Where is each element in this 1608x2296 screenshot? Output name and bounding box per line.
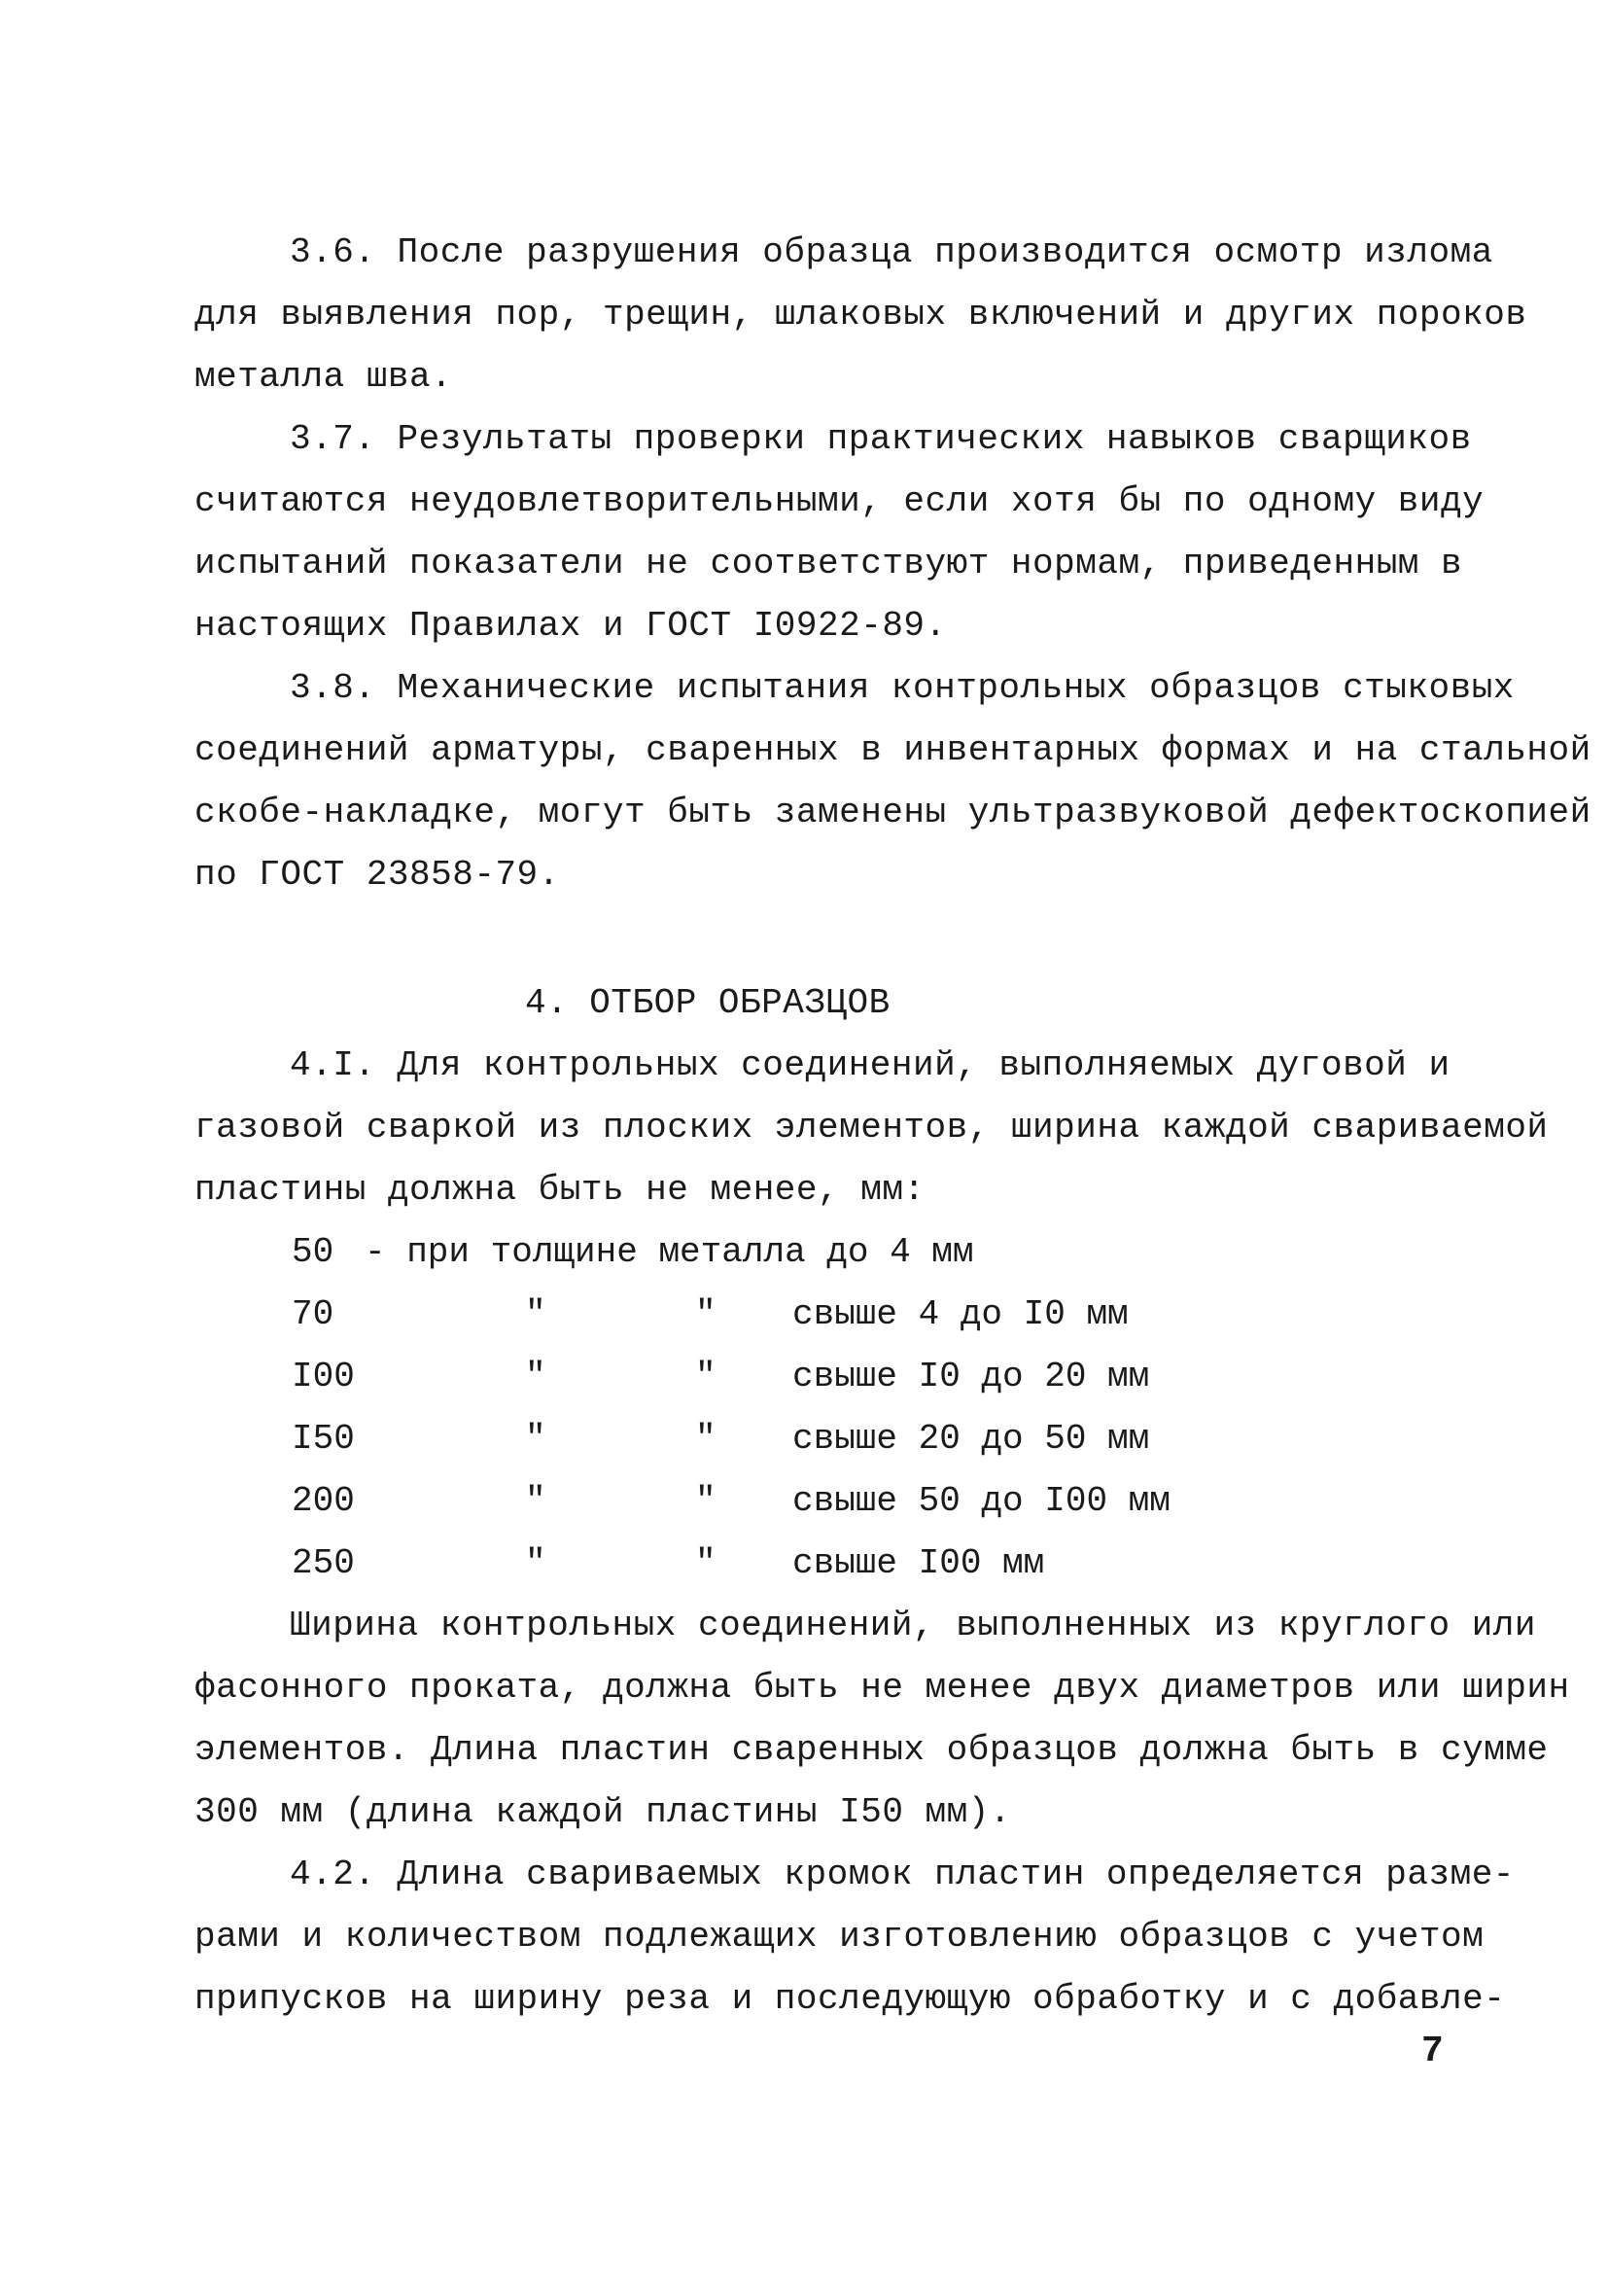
text-line: металла шва. xyxy=(194,357,453,397)
table-cell-range: свыше 50 до I00 мм xyxy=(792,1481,1171,1521)
table-cell-ditto: " xyxy=(695,1481,717,1521)
table-cell-ditto: " xyxy=(695,1543,717,1583)
page-number: 7 xyxy=(1421,2031,1444,2072)
table-cell-description: - при толщине металла до 4 мм xyxy=(365,1232,974,1272)
table-cell-range: свыше I0 до 20 мм xyxy=(792,1357,1150,1396)
table-cell-range: свыше 20 до 50 мм xyxy=(792,1419,1150,1459)
table-cell-width: 50 xyxy=(292,1232,334,1272)
table-cell-ditto: " xyxy=(525,1543,546,1583)
text-line: 3.6. После разрушения образца производится осмотр излома xyxy=(290,232,1493,272)
text-line: 3.7. Результаты проверки практических навыков сварщиков xyxy=(290,419,1472,459)
table-cell-width: 200 xyxy=(292,1481,355,1521)
text-line: Ширина контрольных соединений, выполненных из круглого или xyxy=(290,1606,1537,1645)
table-cell-ditto: " xyxy=(525,1294,546,1334)
text-line: 4.I. Для контрольных соединений, выполняемых дуговой и xyxy=(290,1045,1451,1085)
table-cell-ditto: " xyxy=(695,1419,717,1459)
table-cell-ditto: " xyxy=(525,1419,546,1459)
table-cell-range: свыше I00 мм xyxy=(792,1543,1045,1583)
table-cell-width: I50 xyxy=(292,1419,355,1459)
text-line: испытаний показатели не соответствуют нормам, приведенным в xyxy=(194,544,1463,583)
section-heading: 4. ОТБОР ОБРАЗЦОВ xyxy=(525,983,891,1023)
text-line: пластины должна быть не менее, мм: xyxy=(194,1170,926,1210)
table-cell-ditto: " xyxy=(525,1357,546,1396)
table-cell-width: 70 xyxy=(292,1294,334,1334)
text-line: рами и количеством подлежащих изготовлению образцов с учетом xyxy=(194,1917,1485,1957)
text-line: припусков на ширину реза и последующую обработку и с добавле- xyxy=(194,1979,1506,2019)
table-cell-ditto: " xyxy=(695,1294,717,1334)
text-line: 300 мм (длина каждой пластины I50 мм). xyxy=(194,1792,1011,1832)
text-line: элементов. Длина пластин сваренных образцов должна быть в сумме xyxy=(194,1730,1549,1770)
table-cell-width: I00 xyxy=(292,1357,355,1396)
table-cell-ditto: " xyxy=(695,1357,717,1396)
table-cell-ditto: " xyxy=(525,1481,546,1521)
text-line: 3.8. Механические испытания контрольных образцов стыковых xyxy=(290,668,1515,708)
text-line: для выявления пор, трещин, шлаковых включений и других пороков xyxy=(194,295,1527,335)
text-line: газовой сваркой из плоских элементов, ширина каждой свариваемой xyxy=(194,1108,1549,1148)
text-line: соединений арматуры, сваренных в инвентарных формах и на стальной xyxy=(194,730,1591,770)
table-cell-width: 250 xyxy=(292,1543,355,1583)
table-cell-range: свыше 4 до I0 мм xyxy=(792,1294,1129,1334)
text-line: по ГОСТ 23858-79. xyxy=(194,855,560,895)
text-line: считаются неудовлетворительными, если хотя бы по одному виду xyxy=(194,481,1485,521)
text-line: скобе-накладке, могут быть заменены ультразвуковой дефектоскопией xyxy=(194,793,1591,832)
text-line: 4.2. Длина свариваемых кромок пластин определяется разме- xyxy=(290,1854,1515,1894)
text-line: фасонного проката, должна быть не менее двух диаметров или ширин xyxy=(194,1668,1570,1708)
text-line: настоящих Правилах и ГОСТ I0922-89. xyxy=(194,606,947,646)
